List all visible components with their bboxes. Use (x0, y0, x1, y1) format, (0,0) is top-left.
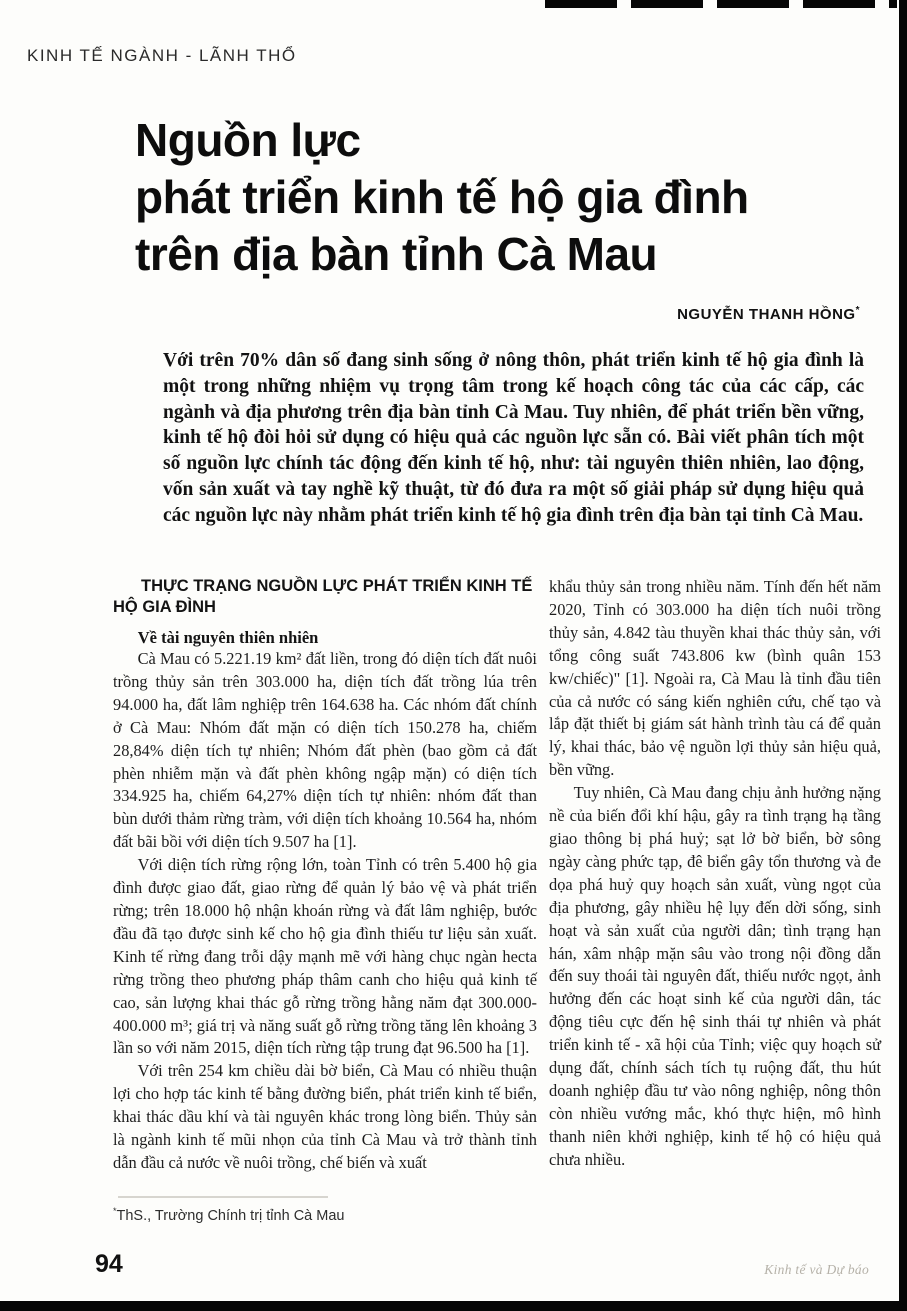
paragraph: Tuy nhiên, Cà Mau đang chịu ảnh hưởng nặng nề của biến đổi khí hậu, gây ra tình trạng hạ tầng giao thông bị phá huỷ; sạt lở bờ biển, bờ sông ngày càng phức tạp, đê biển gây tổn thương và đe dọa phá huỷ quy hoạch sản xuất, vùng ngọt của địa phương, gây nhiều hệ lụy đến dời sống, sinh hoạt và sản xuất của người dân; tình trạng hạn hán, xâm nhập mặn sâu vào trong nội đồng dẫn đến suy thoái tài nguyên đất, thiếu nước ngọt, ảnh hưởng đến các hoạt sinh kế của người dân, tác động tiêu cực đến hệ sinh thái tự nhiên và phát triển kinh tế - xã hội của Tỉnh; việc quy hoạch sử dụng đất, chính sách tích tụ ruộng đất, thu hút doanh nghiệp đầu tư vào nông nghiệp, nông thôn còn nhiều vướng mắc, khó thực hiện, mô hình thanh niên khởi nghiệp, kinh tế hộ có hiệu quả chưa nhiều. (549, 783, 881, 1169)
page-number: 94 (95, 1250, 123, 1278)
section-kicker: KINH TẾ NGÀNH - LÃNH THỔ (27, 46, 297, 65)
article-title (135, 112, 875, 283)
body-column-left (113, 576, 537, 1175)
body-column-right (549, 576, 881, 1175)
section-heading: THỰC TRẠNG NGUỒN LỰC PHÁT TRIỂN KINH TẾ HỘ GIA ĐÌNH (113, 577, 533, 616)
scan-artifact-right (899, 0, 907, 1311)
author-byline (677, 305, 860, 323)
scan-artifact-top (545, 0, 897, 8)
article-body (113, 576, 881, 1175)
article-title-line-3: trên địa bàn tỉnh Cà Mau (135, 228, 658, 280)
paragraph: Cà Mau có 5.221.19 km² đất liền, trong đó diện tích đất nuôi trồng thủy sản trên 303.000 ha, diện tích đất trồng lúa trên 94.000 ha, đất lâm nghiệp trên 164.638 ha. Các nhóm đất chính ở Cà Mau: Nhóm đất mặn có diện tích 150.278 ha, chiếm 28,84% diện tích tự nhiên; Nhóm đất phèn (bao gồm cả đất phèn nhiễm mặn và đất phèn không ngập mặn) có diện tích 334.925 ha, chiếm 64,27% diện tích tự nhiên: nhóm đất than bùn dưới thảm rừng tràm, với diện tích khoảng 10.564 ha, nhóm đất bãi bồi với diện tích 9.507 ha [1]. (113, 649, 537, 852)
footnote-separator (118, 1196, 328, 1198)
article-abstract: Với trên 70% dân số đang sinh sống ở nông thôn, phát triển kinh tế hộ gia đình là một trong những nhiệm vụ trọng tâm trong kế hoạch công tác của các cấp, các ngành và địa phương trên địa bàn tỉnh Cà Mau. Tuy nhiên, để phát triển bền vững, kinh tế hộ đòi hỏi sử dụng có hiệu quả các nguồn lực sẵn có. Bài viết phân tích một số nguồn lực chính tác động đến kinh tế hộ, như: tài nguyên thiên nhiên, lao động, vốn sản xuất và tay nghề kỹ thuật, từ đó đưa ra một số giải pháp sử dụng hiệu quả các nguồn lực này nhằm phát triển kinh tế hộ gia đình trên địa bàn tại tỉnh Cà Mau. (163, 350, 864, 526)
journal-name: Kinh tế và Dự báo (764, 1262, 869, 1277)
article-title-line-2: phát triển kinh tế hộ gia đình (135, 171, 749, 223)
footnote-mark: * (113, 1206, 117, 1216)
subsection-heading: Về tài nguyên thiên nhiên (137, 628, 319, 647)
author-name: NGUYỄN THANH HỒNG (677, 306, 856, 323)
paragraph: khẩu thủy sản trong nhiều năm. Tính đến hết năm 2020, Tỉnh có 303.000 ha diện tích nuôi trồng thủy sản, 4.842 tàu thuyền khai thác thủy sản, với tổng công suất 743.806 kw (bình quân 153 kw/chiếc)" [1]. Ngoài ra, Cà Mau là tỉnh đầu tiên của cả nước có sáng kiến nghiên cứu, chế tạo và lắp đặt thiết bị giám sát hành trình tàu cá để quản lý, khai thác, bảo vệ nguồn lợi thủy sản hiệu quả, bền vững. (549, 577, 881, 780)
paragraph: Với diện tích rừng rộng lớn, toàn Tỉnh có trên 5.400 hộ gia đình được giao đất, giao rừng để quản lý bảo vệ và phát triển rừng; trên 18.000 hộ nhận khoán rừng và đất lâm nghiệp, bước đầu đã tạo được sinh kế cho hộ gia đình thiếu tư liệu sản xuất. Kinh tế rừng đang trỗi dậy mạnh mẽ với hàng chục ngàn hecta rừng trồng theo phương pháp thâm canh cho hiệu quả kinh tế cao, sản lượng khai thác gỗ rừng trồng hằng năm đạt 300.000-400.000 m³; giá trị và năng suất gỗ rừng trồng tăng lên khoảng 3 lần so với năm 2015, diện tích rừng tập trung đạt 96.500 ha [1]. (113, 855, 537, 1058)
paragraph: Với trên 254 km chiều dài bờ biển, Cà Mau có nhiều thuận lợi cho hợp tác kinh tế bằng đường biển, phát triển kinh tế biển, khai thác dầu khí và tài nguyên khác trong lòng biển. Thủy sản là ngành kinh tế mũi nhọn của tỉnh Cà Mau và trở thành tỉnh dẫn đầu cả nước về nuôi trồng, chế biến và xuất (113, 1061, 537, 1172)
article-title-line-1: Nguồn lực (135, 114, 361, 166)
author-footnote (113, 1206, 344, 1224)
footnote-text: ThS., Trường Chính trị tỉnh Cà Mau (116, 1207, 345, 1224)
author-footnote-mark: * (855, 305, 860, 316)
scan-artifact-bottom (0, 1301, 907, 1311)
